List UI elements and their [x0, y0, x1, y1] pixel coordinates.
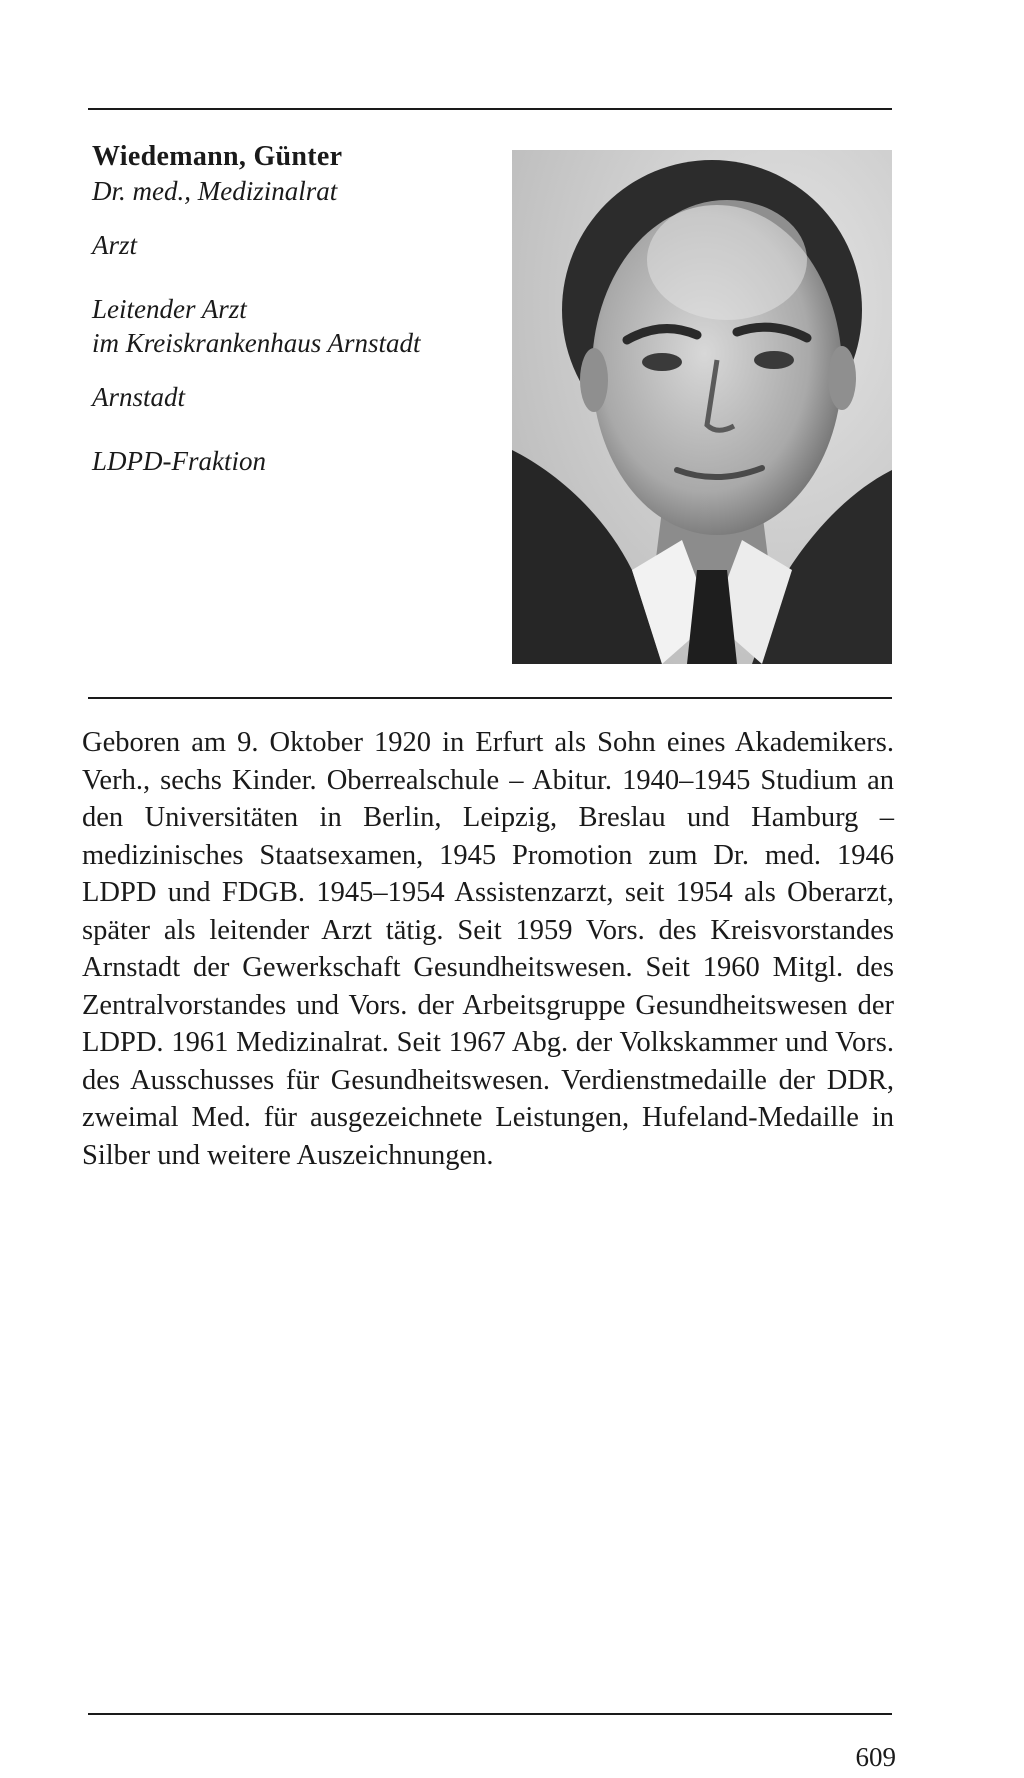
faction: LDPD-Fraktion: [92, 446, 266, 476]
top-rule: [88, 108, 892, 110]
location: Arnstadt: [92, 382, 186, 412]
position-line-1: Leitender Arzt: [92, 294, 247, 324]
page-number: 609: [855, 1742, 896, 1772]
portrait-photo: [512, 150, 892, 664]
entry-header: [92, 140, 512, 478]
person-name: Wiedemann, Günter: [92, 141, 343, 172]
academic-title: Dr. med., Medizinalrat: [92, 176, 338, 206]
portrait-image: [512, 150, 892, 664]
bottom-rule: [88, 1713, 892, 1715]
biography-text: Geboren am 9. Oktober 1920 in Erfurt als Sohn eines Akademikers. Verh., sechs Kinder. Oberrealschule – Abitur. 1940–1945 Studium an den Universitäten in Berlin, Leipzig, Breslau und Hamburg – medizinisches Staatsexamen, 1945 Promotion zum Dr. med. 1946 LDPD und FDGB. 1945–1954 Assistenzarzt, seit 1954 als Oberarzt, später als leitender Arzt tätig. Seit 1959 Vors. des Kreisvorstandes Arnstadt der Gewerkschaft Gesundheitswesen. Seit 1960 Mitgl. des Zentralvorstandes und Vors. der Arbeitsgruppe Gesundheitswesen der LDPD. 1961 Medizinalrat. Seit 1967 Abg. der Volkskammer und Vors. des Ausschusses für Gesundheitswesen. Verdienstmedaille der DDR, zweimal Med. für ausgezeichnete Leistungen, Hufeland-Medaille in Silber und weitere Auszeichnungen.: [82, 727, 894, 1171]
profession: Arzt: [92, 230, 138, 260]
position-line-2: im Kreiskrankenhaus Arnstadt: [92, 328, 421, 358]
middle-rule: [88, 697, 892, 699]
